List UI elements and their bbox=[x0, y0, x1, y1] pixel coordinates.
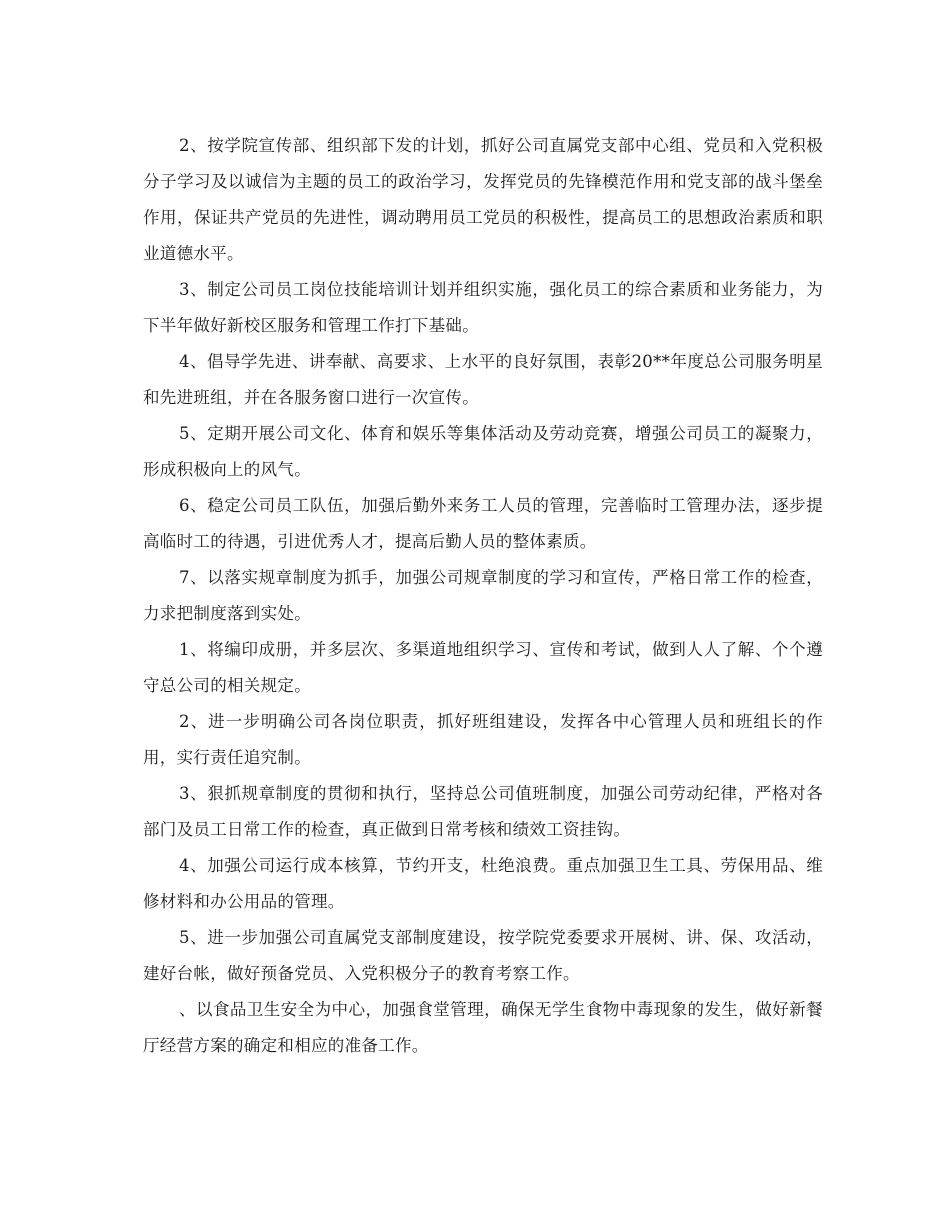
paragraph-8: 2、进一步明确公司各岗位职责，抓好班组建设，发挥各中心管理人员和班组长的作用，实行责任追究制。 bbox=[143, 712, 823, 767]
document-body bbox=[143, 128, 823, 1064]
paragraph-11: 5、进一步加强公司直属党支部制度建设，按学院党委要求开展树、讲、保、攻活动，建好台帐，做好预备党员、入党积极分子的教育考察工作。 bbox=[143, 928, 823, 983]
paragraph-4: 5、定期开展公司文化、体育和娱乐等集体活动及劳动竞赛，增强公司员工的凝聚力，形成积极向上的风气。 bbox=[143, 424, 823, 479]
paragraph-10: 4、加强公司运行成本核算，节约开支，杜绝浪费。重点加强卫生工具、劳保用品、维修材料和办公用品的管理。 bbox=[143, 856, 823, 911]
paragraph-2: 3、制定公司员工岗位技能培训计划并组织实施，强化员工的综合素质和业务能力，为下半年做好新校区服务和管理工作打下基础。 bbox=[143, 280, 823, 335]
paragraph-9: 3、狠抓规章制度的贯彻和执行，坚持总公司值班制度，加强公司劳动纪律，严格对各部门及员工日常工作的检查，真正做到日常考核和绩效工资挂钩。 bbox=[143, 784, 823, 839]
paragraph-7: 1、将编印成册，并多层次、多渠道地组织学习、宣传和考试，做到人人了解、个个遵守总公司的相关规定。 bbox=[143, 640, 823, 695]
paragraph-5: 6、稳定公司员工队伍，加强后勤外来务工人员的管理，完善临时工管理办法，逐步提高临时工的待遇，引进优秀人才，提高后勤人员的整体素质。 bbox=[143, 496, 823, 551]
paragraph-6: 7、以落实规章制度为抓手，加强公司规章制度的学习和宣传，严格日常工作的检查，力求把制度落到实处。 bbox=[143, 568, 823, 623]
paragraph-1: 2、按学院宣传部、组织部下发的计划，抓好公司直属党支部中心组、党员和入党积极分子学习及以诚信为主题的员工的政治学习，发挥党员的先锋模范作用和党支部的战斗堡垒作用，保证共产党员的先进性，调动聘用员工党员的积极性，提高员工的思想政治素质和职业道德水平。 bbox=[143, 136, 823, 263]
paragraph-3: 4、倡导学先进、讲奉献、高要求、上水平的良好氛围，表彰20**年度总公司服务明星和先进班组，并在各服务窗口进行一次宣传。 bbox=[143, 352, 823, 407]
paragraph-12: 、以食品卫生安全为中心，加强食堂管理，确保无学生食物中毒现象的发生，做好新餐厅经营方案的确定和相应的准备工作。 bbox=[143, 1000, 823, 1055]
